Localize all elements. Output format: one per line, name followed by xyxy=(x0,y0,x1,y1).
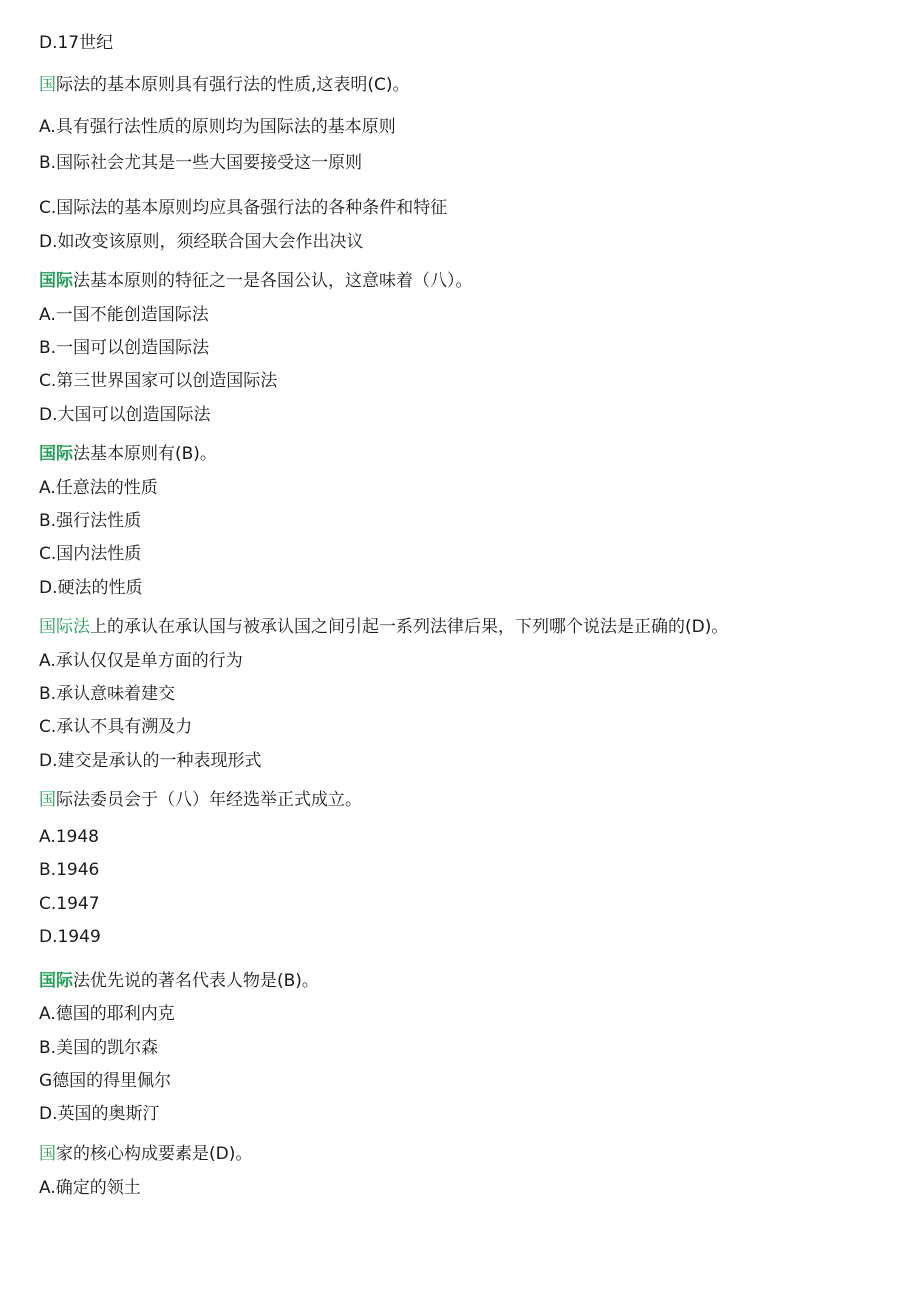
question-stem: 国际法基本原则的特征之一是各国公认，这意味着（八）。 xyxy=(39,271,473,291)
question-stem: 国际法委员会于（八）年经选举正式成立。 xyxy=(39,790,362,810)
option-c: C.第三世界国家可以创造国际法 xyxy=(39,371,278,391)
question-stem: 国际法基本原则有(B)。 xyxy=(39,444,217,464)
option-d: D.1949 xyxy=(39,927,101,947)
option-b: B.强行法性质 xyxy=(39,511,142,531)
option-a: A.任意法的性质 xyxy=(39,478,158,498)
option-a: A.1948 xyxy=(39,827,99,847)
option-c: C.1947 xyxy=(39,894,100,914)
option-a: A.具有强行法性质的原则均为国际法的基本原则 xyxy=(39,117,396,137)
option-a: A.一国不能创造国际法 xyxy=(39,305,209,325)
question-stem: 国际法上的承认在承认国与被承认国之间引起一系列法律后果，下列哪个说法是正确的(D)。 xyxy=(39,617,729,637)
option-d: D.英国的奥斯汀 xyxy=(39,1104,160,1124)
question-stem: 国家的核心构成要素是(D)。 xyxy=(39,1144,253,1164)
option-a: A.德国的耶利内克 xyxy=(39,1004,175,1024)
option-b: B.国际社会尤其是一些大国要接受这一原则 xyxy=(39,153,363,173)
option-c: C.国际法的基本原则均应具备强行法的各种条件和特征 xyxy=(39,198,448,218)
option-c: G德国的得里佩尔 xyxy=(39,1071,172,1091)
option-d: D.大国可以创造国际法 xyxy=(39,405,211,425)
option-d: D.如改变该原则，须经联合国大会作出决议 xyxy=(39,232,364,252)
option-a: A.确定的领土 xyxy=(39,1178,141,1198)
option-d: D.建交是承认的一种表现形式 xyxy=(39,751,262,771)
question-stem: 国际法的基本原则具有强行法的性质,这表明(C)。 xyxy=(39,75,410,95)
option-d: D.17世纪 xyxy=(39,33,114,53)
option-c: C.国内法性质 xyxy=(39,544,142,564)
option-b: B.承认意味着建交 xyxy=(39,684,176,704)
option-b: B.美国的凯尔森 xyxy=(39,1038,159,1058)
option-b: B.一国可以创造国际法 xyxy=(39,338,210,358)
option-d: D.硬法的性质 xyxy=(39,578,143,598)
question-stem: 国际法优先说的著名代表人物是(B)。 xyxy=(39,971,319,991)
option-c: C.承认不具有溯及力 xyxy=(39,717,193,737)
option-a: A.承认仅仅是单方面的行为 xyxy=(39,651,243,671)
option-b: B.1946 xyxy=(39,860,100,880)
